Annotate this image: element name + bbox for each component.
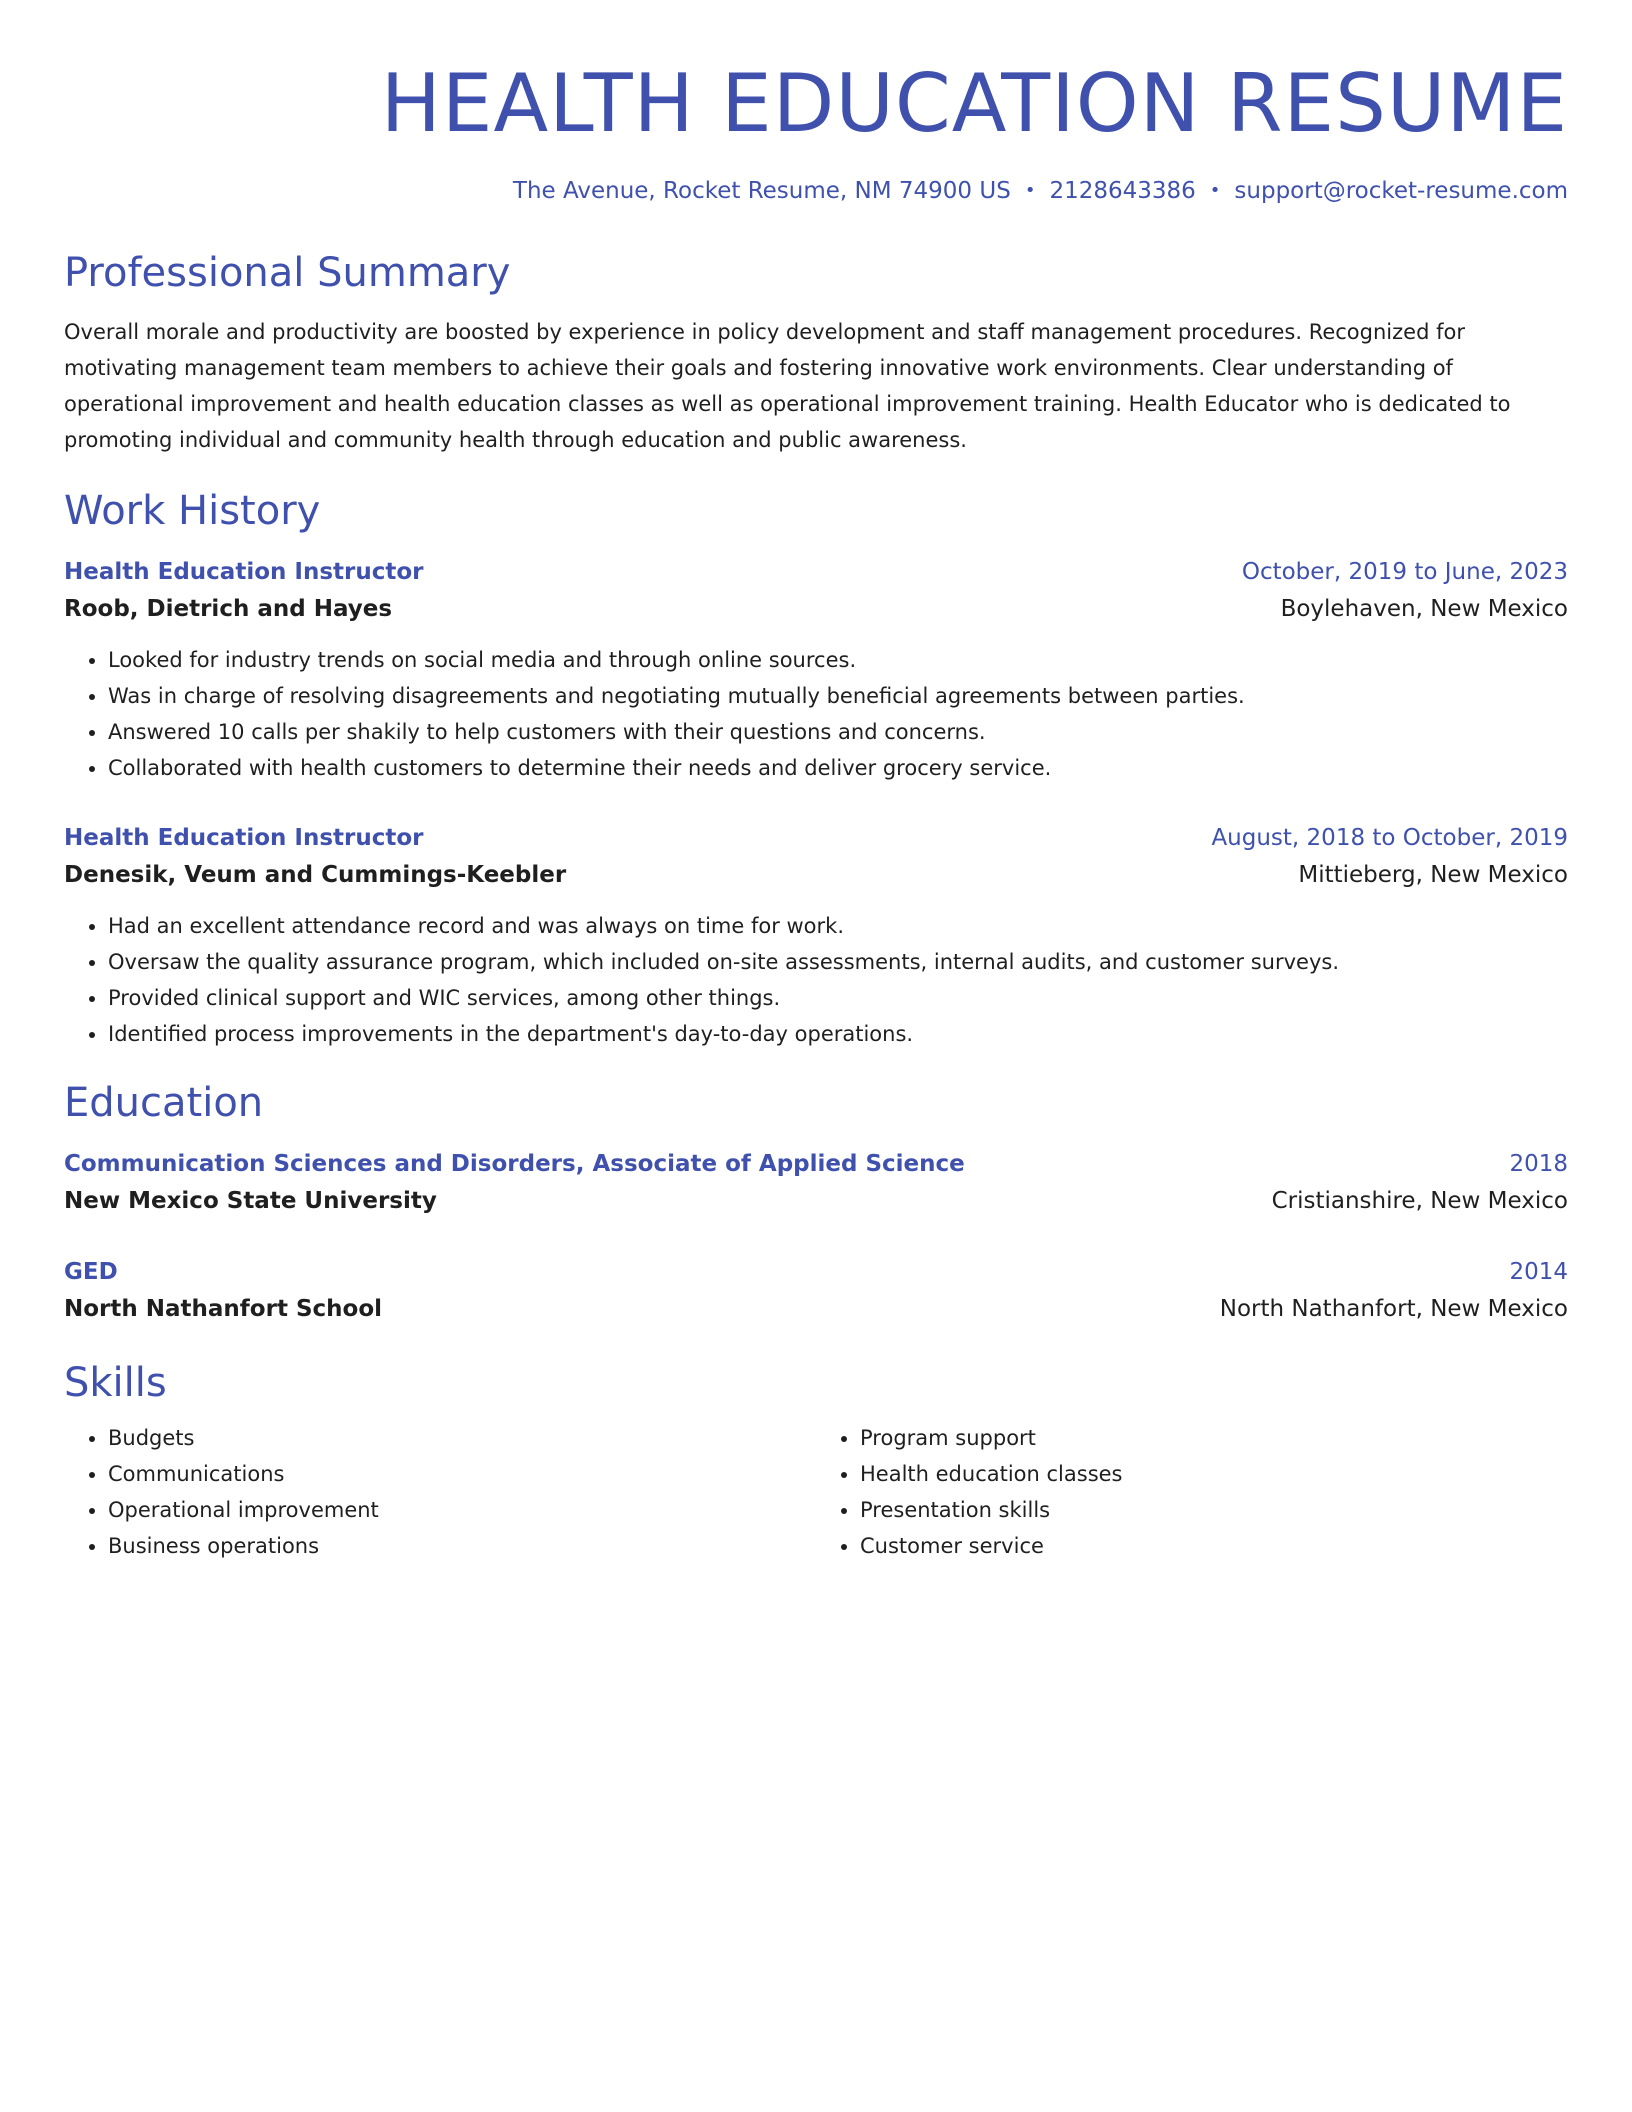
skill-item: • Business operations [108, 1528, 816, 1564]
education-school: North Nathanfort School [64, 1296, 383, 1322]
skills-column-left [64, 1420, 816, 1564]
skill-item: • Operational improvement [108, 1492, 816, 1528]
job-company: Denesik, Veum and Cummings-Keebler [64, 862, 567, 888]
job-bullet: • Was in charge of resolving disagreements and negotiating mutually beneficial agreements between parties. [108, 678, 1568, 714]
education-degree: Communication Sciences and Disorders, Associate of Applied Science [64, 1151, 965, 1177]
skill-item: • Communications [108, 1456, 816, 1492]
job-bullet: • Identified process improvements in the department's day-to-day operations. [108, 1016, 1568, 1052]
job-org-row [64, 856, 1568, 894]
skill-item: • Health education classes [860, 1456, 1568, 1492]
job-bullet: • Had an excellent attendance record and was always on time for work. [108, 908, 1568, 944]
skills-column-right [816, 1420, 1568, 1564]
education-school-row [64, 1182, 1568, 1220]
job-dates: August, 2018 to October, 2019 [1211, 825, 1568, 851]
job-role: Health Education Instructor [64, 825, 424, 851]
summary-text: Overall morale and productivity are boosted by experience in policy development and staff management procedures. Recognized for motivating management team members to achieve their goals and fostering innovative work environments. Clear understanding of operational improvement and health education classes as well as operational improvement training. Health Educator who is dedicated to promoting individual and community health through education and public awareness. [64, 320, 1511, 452]
resume-header [64, 0, 1568, 208]
job-header-row [64, 554, 1568, 590]
job-bullet: • Provided clinical support and WIC services, among other things. [108, 980, 1568, 1016]
education-header-row [64, 1146, 1568, 1182]
job-entry [64, 820, 1568, 1052]
skill-item: • Program support [860, 1420, 1568, 1456]
job-location: Boylehaven, New Mexico [1280, 596, 1568, 622]
job-bullet: • Collaborated with health customers to determine their needs and deliver grocery service. [108, 750, 1568, 786]
skills-grid [64, 1420, 1568, 1564]
job-role: Health Education Instructor [64, 559, 424, 585]
contact-phone: 2128643386 [1049, 178, 1196, 204]
job-dates: October, 2019 to June, 2023 [1241, 559, 1568, 585]
summary-heading: Professional Summary [64, 250, 511, 296]
education-entry [64, 1146, 1568, 1220]
contact-email[interactable]: support@rocket-resume.com [1234, 178, 1568, 204]
education-degree: GED [64, 1259, 118, 1285]
contact-line [64, 176, 1568, 208]
job-org-row [64, 590, 1568, 628]
job-location: Mittieberg, New Mexico [1298, 862, 1568, 888]
job-entry [64, 554, 1568, 786]
education-location: North Nathanfort, New Mexico [1219, 1296, 1568, 1322]
skill-item: • Customer service [860, 1528, 1568, 1564]
job-header-row [64, 820, 1568, 856]
contact-separator: • [1024, 180, 1036, 201]
work-history-heading: Work History [64, 488, 321, 534]
skill-item: • Presentation skills [860, 1492, 1568, 1528]
education-entry [64, 1254, 1568, 1328]
education-year: 2018 [1509, 1151, 1568, 1177]
education-location: Cristianshire, New Mexico [1271, 1188, 1568, 1214]
resume-title: HEALTH EDUCATION RESUME [380, 57, 1568, 150]
job-bullets [64, 642, 1568, 786]
education-header-row [64, 1254, 1568, 1290]
education-school-row [64, 1290, 1568, 1328]
skill-item: • Budgets [108, 1420, 816, 1456]
education-heading: Education [64, 1080, 264, 1126]
job-bullet: • Looked for industry trends on social media and through online sources. [108, 642, 1568, 678]
job-company: Roob, Dietrich and Hayes [64, 596, 393, 622]
job-bullet: • Oversaw the quality assurance program, which included on-site assessments, internal audits, and customer surveys. [108, 944, 1568, 980]
job-bullet: • Answered 10 calls per shakily to help customers with their questions and concerns. [108, 714, 1568, 750]
contact-separator: • [1209, 180, 1221, 201]
education-year: 2014 [1509, 1259, 1568, 1285]
skills-heading: Skills [64, 1360, 167, 1406]
contact-address: The Avenue, Rocket Resume, NM 74900 US [512, 178, 1011, 204]
job-bullets [64, 908, 1568, 1052]
education-school: New Mexico State University [64, 1188, 437, 1214]
